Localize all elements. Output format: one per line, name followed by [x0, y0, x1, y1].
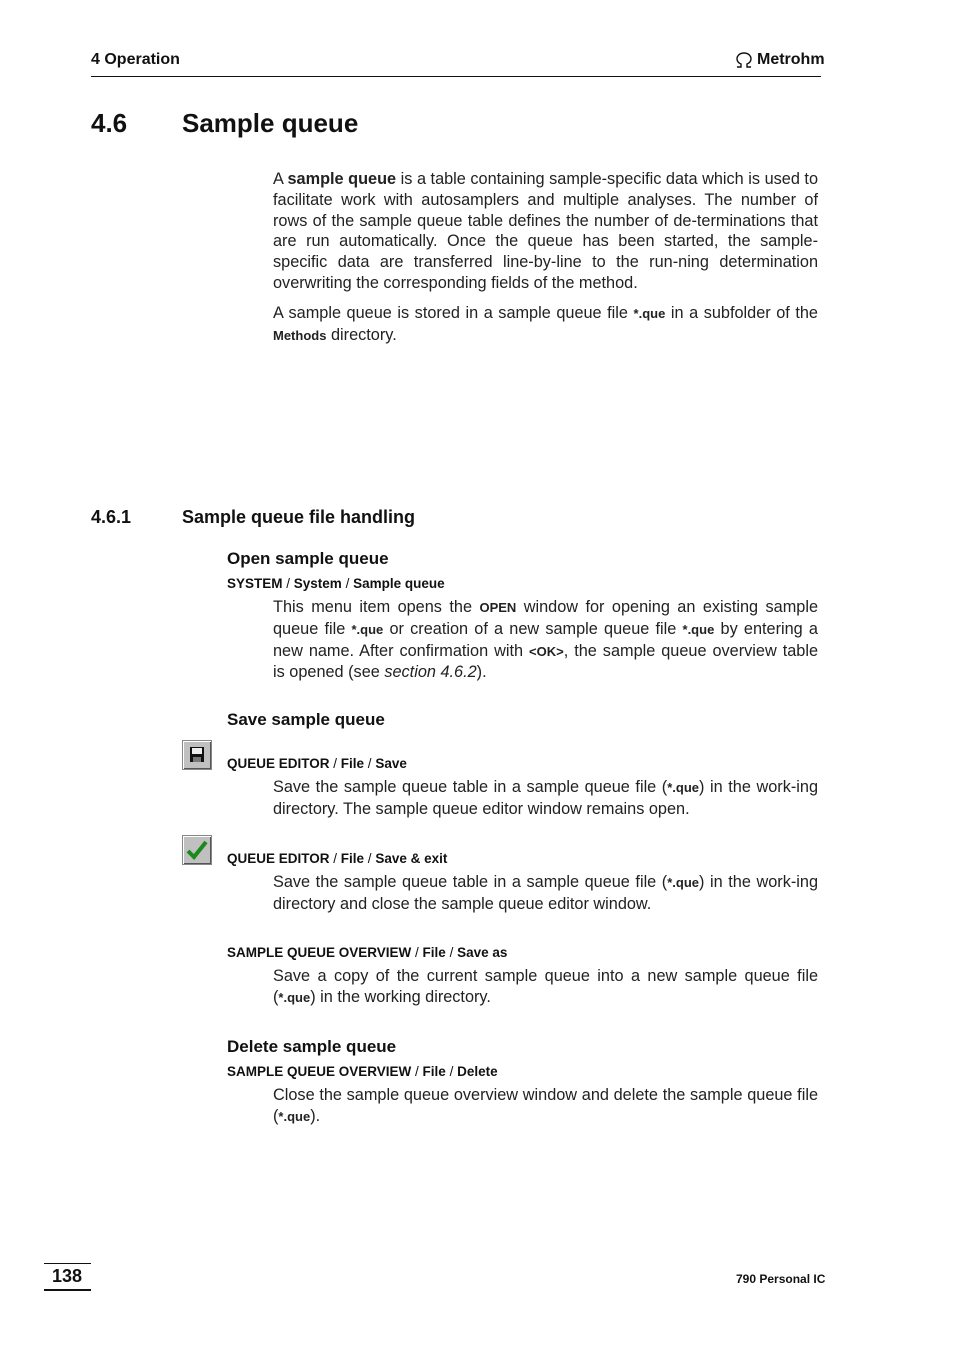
- file-extension: *.que: [633, 306, 666, 321]
- delete-menu-path: SAMPLE QUEUE OVERVIEW / File / Delete: [227, 1064, 498, 1079]
- running-header-section: 4 Operation: [91, 51, 180, 68]
- floppy-disk-icon: [182, 740, 212, 770]
- save-exit-menu-path: QUEUE EDITOR / File / Save & exit: [227, 851, 448, 866]
- delete-heading: Delete sample queue: [227, 1037, 397, 1056]
- subsection-title: Sample queue file handling: [182, 507, 416, 527]
- product-name: 790 Personal IC: [736, 1272, 826, 1286]
- open-heading: Open sample queue: [227, 549, 389, 568]
- save-as-description: Save a copy of the current sample queue into a new sample queue file (*.que) in the working directory.: [273, 967, 818, 1006]
- directory-name: Methods: [273, 327, 327, 343]
- open-menu-path: SYSTEM / System / Sample queue: [227, 576, 445, 591]
- checkmark-icon: [182, 835, 212, 865]
- footer-rule-top: [44, 1263, 91, 1264]
- save-exit-description: Save the sample queue table in a sample queue file (*.que) in the work-ing directory and close the sample queue editor window.: [273, 873, 818, 913]
- save-description: Save the sample queue table in a sample queue file (*.que) in the work-ing directory. The sample queue editor window remains open.: [273, 778, 818, 818]
- header-rule: [91, 76, 821, 77]
- footer-rule: [44, 1289, 91, 1291]
- delete-description: Close the sample queue overview window and delete the sample queue file (*.que).: [273, 1086, 818, 1125]
- section-reference: section 4.6.2: [384, 663, 477, 682]
- brand-logo: [734, 51, 825, 69]
- section-number: 4.6: [91, 108, 128, 138]
- subsection-number: 4.6.1: [91, 507, 132, 527]
- page-number: 138: [52, 1266, 83, 1286]
- save-as-menu-path: SAMPLE QUEUE OVERVIEW / File / Save as: [227, 945, 508, 960]
- open-description: This menu item opens the OPEN window for opening an existing sample queue file *.que or creation of a new sample queue file *.que by entering a new name. After confirmation with <OK>, the sample queue overview table is opened (see section 4.6.2).: [273, 598, 818, 682]
- save-menu-path: QUEUE EDITOR / File / Save: [227, 756, 407, 771]
- term-sample-queue: sample queue: [287, 170, 397, 188]
- brand-name: Metrohm: [757, 51, 825, 68]
- omega-logo-icon: [734, 52, 754, 68]
- intro-paragraph-2: A sample queue is stored in a sample queue file *.que in a subfolder of the Methods directory.: [273, 304, 818, 344]
- intro-paragraph-1: A sample queue is a table containing sample-specific data which is used to facilitate work with autosamplers and multiple analyses. The number of rows of the sample queue table defines the number of de-terminations that are run automatically. Once the queue has been started, the sample-specific data are transferred line-by-line to the run-ning determination overwriting the corresponding fields of the method.: [273, 170, 818, 292]
- section-title: Sample queue: [182, 108, 359, 138]
- save-heading: Save sample queue: [227, 710, 385, 729]
